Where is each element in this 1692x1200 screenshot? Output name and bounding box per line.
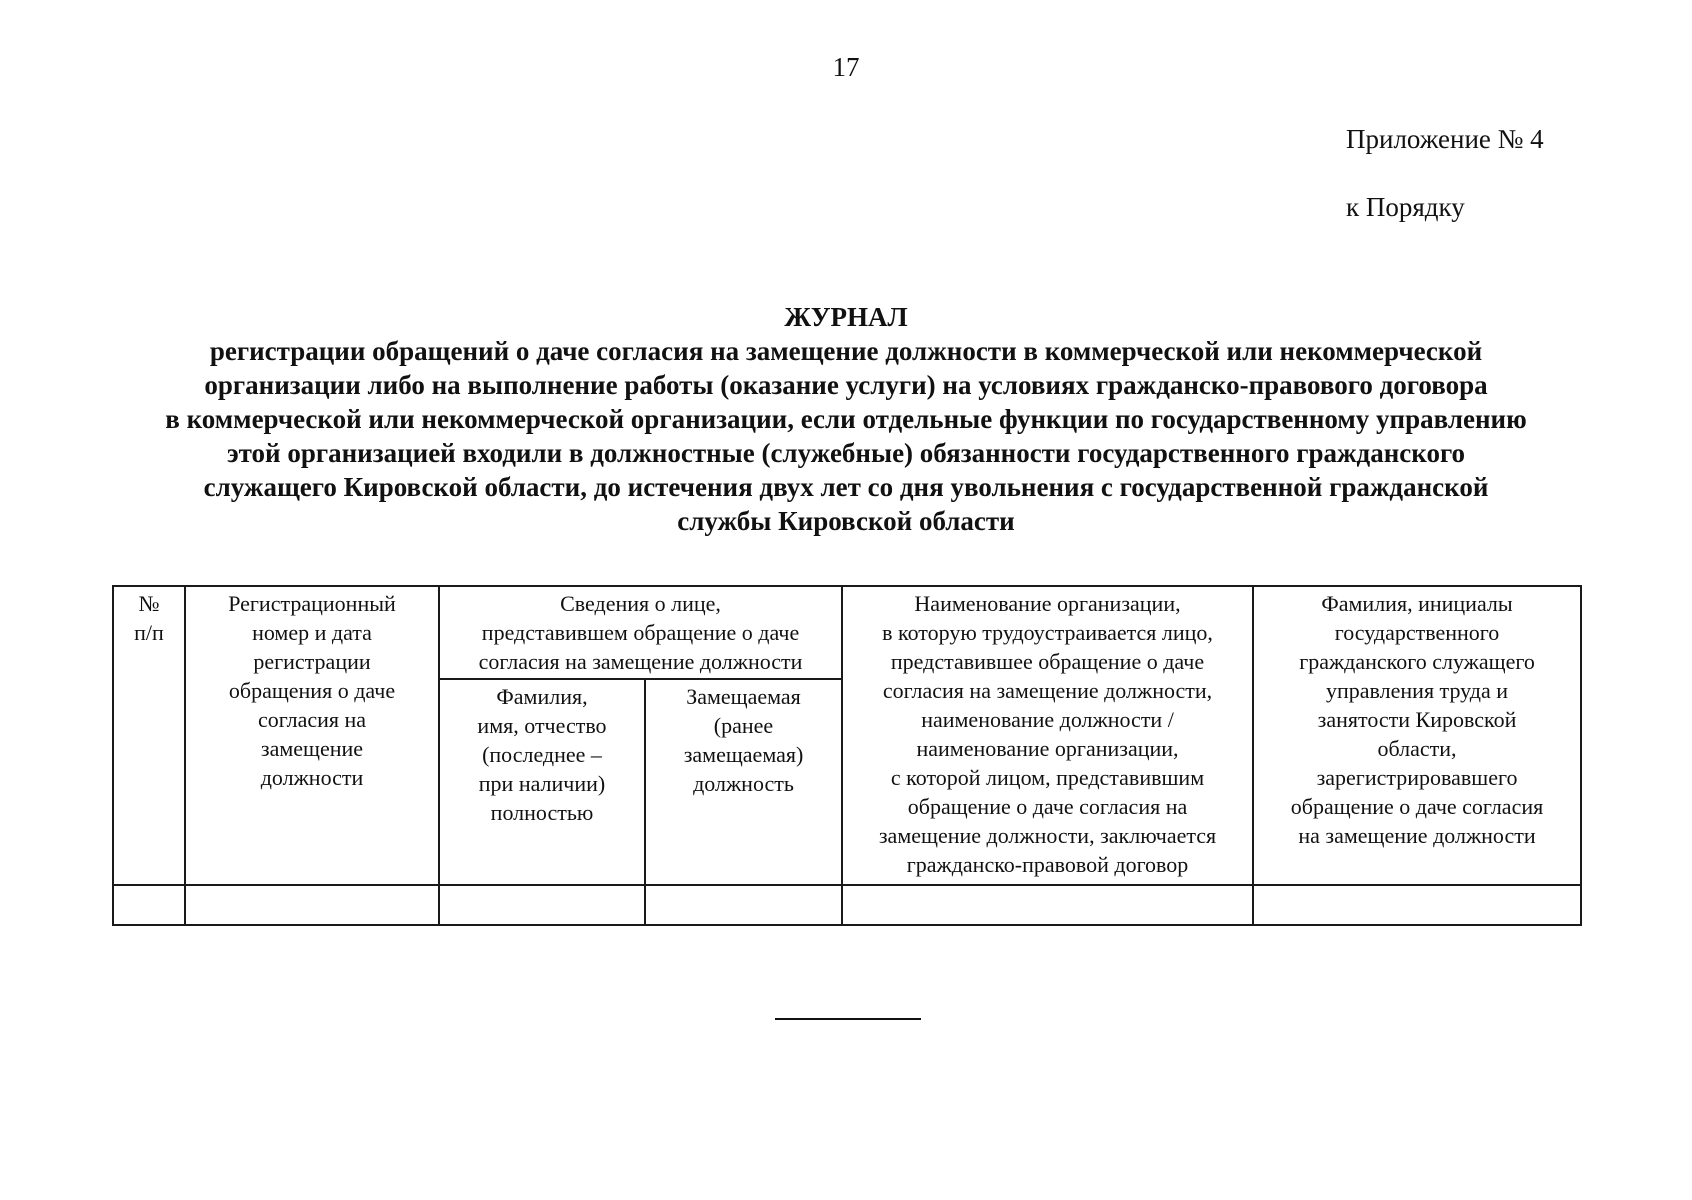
title-line: в коммерческой или некоммерческой организации, если отдельные функции по государственному управлению: [165, 404, 1527, 434]
page-number: 17: [832, 52, 860, 82]
column-header-full-name: Фамилия, имя, отчество (последнее – при наличии) полностью: [439, 679, 645, 885]
closing-rule: [775, 1018, 921, 1020]
title-line: организации либо на выполнение работы (оказание услуги) на условиях гражданско-правового договора: [204, 370, 1488, 400]
table-cell: [439, 885, 645, 925]
document-title: [0, 300, 1692, 538]
table-cell: [842, 885, 1253, 925]
appendix-reference: к Порядку: [1346, 192, 1465, 222]
title-heading: ЖУРНАЛ: [784, 302, 908, 332]
column-header-number: № п/п: [113, 586, 185, 885]
table-cell: [113, 885, 185, 925]
title-line: регистрации обращений о даче согласия на замещение должности в коммерческой или некоммерческой: [209, 336, 1483, 366]
column-header-registration: Регистрационный номер и дата регистрации обращения о даче согласия на замещение должности: [185, 586, 439, 885]
column-header-position: Замещаемая (ранее замещаемая) должность: [645, 679, 842, 885]
title-line: служащего Кировской области, до истечения двух лет со дня увольнения с государственной гражданской: [203, 472, 1489, 502]
title-line: службы Кировской области: [677, 506, 1015, 536]
table-row: [113, 885, 1581, 925]
journal-table: [112, 585, 1582, 926]
title-line: этой организацией входили в должностные (служебные) обязанности государственного гражданского: [226, 438, 1466, 468]
column-header-person-info: Сведения о лице, представившем обращение о даче согласия на замещение должности: [439, 586, 842, 679]
appendix-label: Приложение № 4: [1346, 124, 1544, 154]
table-cell: [1253, 885, 1581, 925]
table-cell: [645, 885, 842, 925]
table-cell: [185, 885, 439, 925]
column-header-organization: Наименование организации, в которую трудоустраивается лицо, представившее обращение о даче согласия на замещение должности, наименование должности / наименование организации, с которой лицом, представившим обращение о даче согласия на замещение должности, заключается гражданско-правовой договор: [842, 586, 1253, 885]
column-header-employee: Фамилия, инициалы государственного гражданского служащего управления труда и занятости Кировской области, зарегистрировавшего обращение о даче согласия на замещение должности: [1253, 586, 1581, 885]
